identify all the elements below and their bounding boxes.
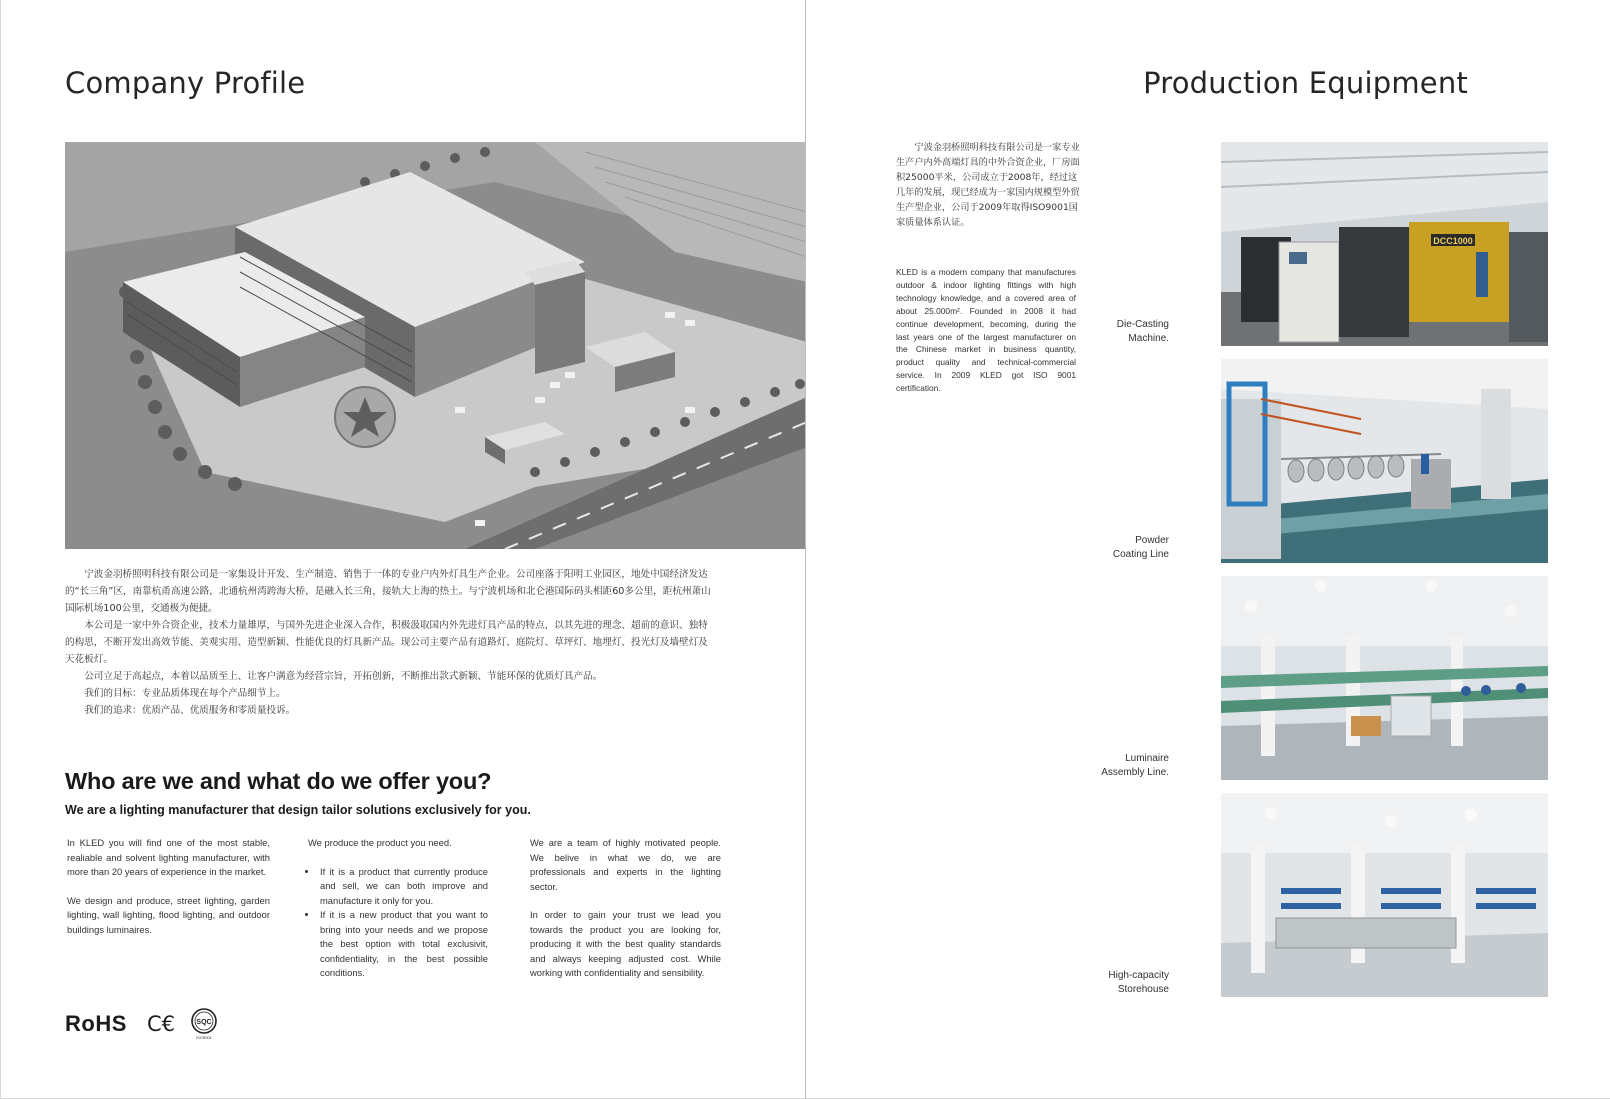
caption-line: High-capacity [1108, 970, 1169, 981]
photo-caption [1029, 534, 1169, 562]
intro-paragraph: 公司立足于高起点，本着以品质至上、让客户满意为经营宗旨，开拓创新，不断推出款式新颖、节能环保的优质灯具产品。 [84, 671, 603, 682]
photo-caption [1029, 318, 1169, 346]
right-page [806, 0, 1610, 1099]
sqc-seal-icon [189, 1008, 219, 1035]
intro-paragraph: 本公司是一家中外合资企业，技术力量雄厚，与国外先进企业深入合作，积极汲取国内外先进灯具产品的特点，以其先进的理念、超前的意识、独特的构思，不断开发出高效节能、美观实用、造型新颖、性能优良的灯具新产品。现公司主要产品有道路灯、庭院灯、草坪灯、地埋灯、投光灯及墙壁灯及天花板灯。 [65, 620, 708, 665]
powder-coating-photo [1221, 359, 1548, 563]
column-paragraph: We produce the product you need. [308, 837, 452, 848]
intro-paragraph: 我们的目标：专业品质体现在每个产品细节上。 [84, 688, 286, 699]
factory-aerial-illustration [65, 142, 807, 549]
iso-label: ISO9001 [196, 1035, 212, 1040]
photo-caption [1029, 752, 1169, 780]
page-title: Production Equipment [1143, 66, 1468, 100]
column-paragraph: In KLED you will find one of the most stable, realiable and solvent lighting manufacturer, with more than 20 years of experience in the market. [67, 837, 270, 877]
caption-line: Luminaire [1125, 753, 1169, 764]
chinese-company-intro [65, 566, 715, 719]
caption-line: Die-Casting [1116, 319, 1169, 330]
section-headline: Who are we and what do we offer you? [65, 768, 492, 794]
text-column-3 [530, 836, 721, 995]
bullet-item: • If it is a product that currently produce and sell, we can both improve and manufacture it only for you. [318, 865, 488, 909]
sqc-text: SQC [196, 1019, 212, 1026]
rohs-logo: RoHS [65, 1011, 127, 1036]
bullet-list [308, 865, 488, 981]
caption-line: Coating Line [1112, 549, 1169, 560]
column-paragraph: In order to gain your trust we lead you towards the product you are looking for, producing it with the best quality standards and always keeping adjusted cost. While working with confidentiality and sensibility. [530, 909, 721, 978]
bullet-item: • If it is a new product that you want to bring into your needs and we propose the best option with total exclusivit, confidentiality, in the best possible conditions. [318, 908, 488, 981]
caption-line: Machine. [1128, 333, 1169, 344]
about-paragraph: 宁波金羽桥照明科技有限公司是一家专业生产户内外高端灯具的中外合资企业，厂房面积25000平米，公司成立于2008年，经过这几年的发展，现已经成为一家国内规模型外贸生产型企业，公司于2009年取得ISO9001国家质量体系认证。 [896, 142, 1080, 228]
caption-line: Assembly Line. [1101, 767, 1169, 778]
machine-label: DCC1000 [1433, 236, 1473, 246]
text-column-2 [308, 836, 488, 981]
section-subheadline: We are a lighting manufacturer that design tailor solutions exclusively for you. [65, 803, 531, 817]
caption-line: Storehouse [1117, 984, 1169, 995]
factory-aerial-image [65, 142, 807, 549]
column-paragraph: We design and produce, street lighting, garden lighting, wall lighting, flood lighting, and outdoor buildings luminaires. [67, 894, 270, 935]
ce-mark-logo: C€ [147, 1012, 176, 1036]
caption-line: Powder [1135, 535, 1169, 546]
sqc-iso-logo [189, 1008, 219, 1042]
intro-paragraph: 宁波金羽桥照明科技有限公司是一家集设计开发、生产制造、销售于一体的专业户内外灯具生产企业。公司座落于阳明工业园区，地处中国经济发达的“长三角”区，南靠杭甬高速公路，北通杭州湾跨海大桥，是融入长三角，接轨大上海的热土。与宁波机场和北仑港国际码头相距60多公里，距杭州萧山国际机场100公里，交通极为便捷。 [65, 569, 711, 614]
about-paragraph: KLED is a modern company that manufactures outdoor & indoor lighting fittings with high technology knowledge, and a covered area of about 25.000m². Founded in 2008 it had continue development, becoming, during the last years one of the largest manufacturer on the Chinese market in business quantity, product quality and technical-commercial service. In 2009 KLED got ISO 9001 certification. [896, 267, 1076, 394]
die-casting-photo [1221, 142, 1548, 346]
assembly-line-photo [1221, 576, 1548, 780]
text-column-1 [67, 836, 270, 951]
chinese-about-text [896, 140, 1082, 230]
storehouse-photo [1221, 793, 1548, 997]
page-title: Company Profile [65, 66, 306, 100]
intro-paragraph: 我们的追求：优质产品、优质服务和零质量投诉。 [84, 705, 296, 716]
photo-caption [1029, 969, 1169, 997]
column-paragraph: We are a team of highly motivated people. We belive in what we do, we are professionals and experts in the lighting sector. [530, 837, 721, 892]
